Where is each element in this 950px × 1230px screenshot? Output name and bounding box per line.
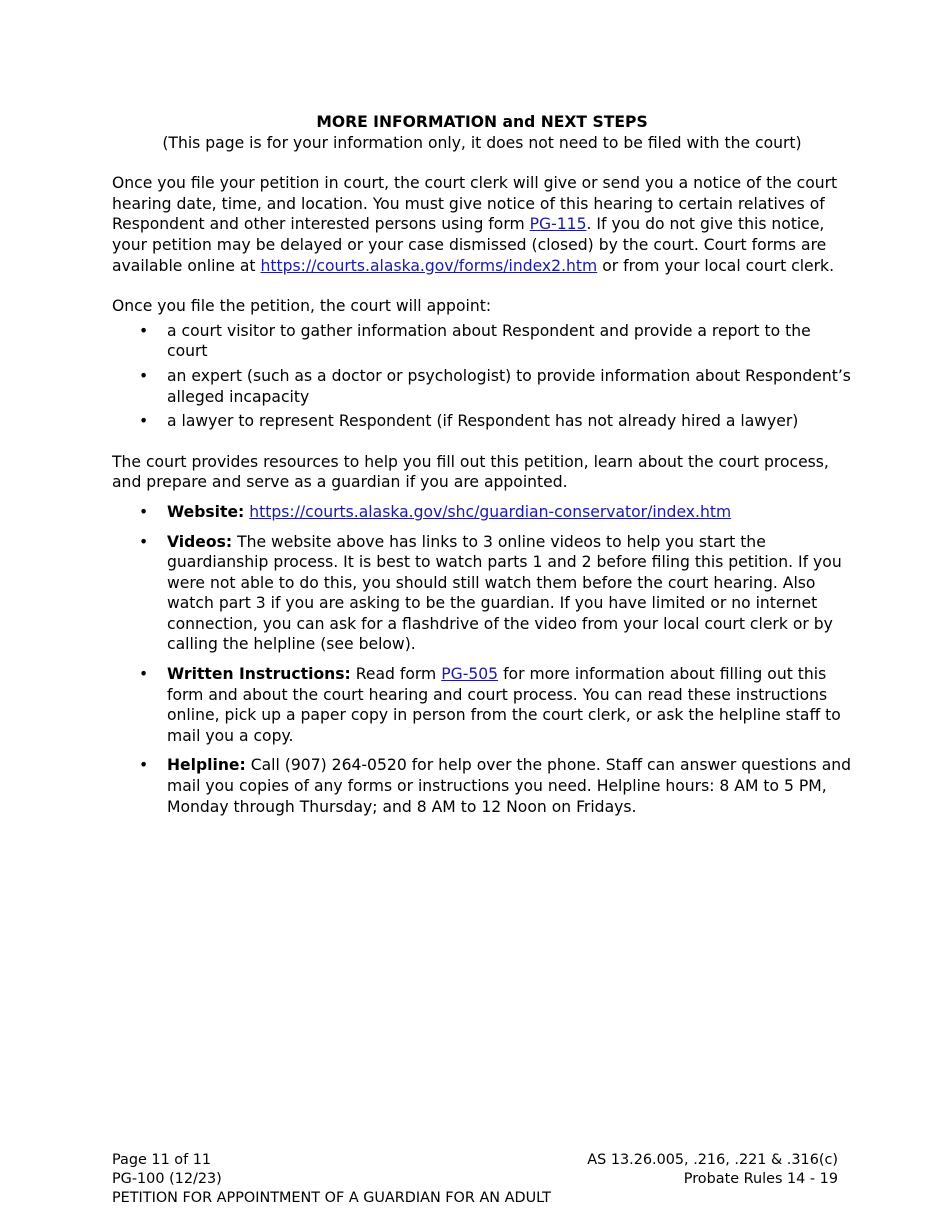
form-number: PG-100 (12/23)	[112, 1171, 222, 1187]
appointees-list	[112, 321, 852, 432]
bullet-icon: •	[139, 532, 149, 551]
helpline-text: Call (907) 264-0520 for help over the phone. Staff can answer questions and mail you copies of any forms or instructions you need. Helpline hours: 8 AM to 5 PM, Monday through Thursday; and 8 AM to 12 Noon on Fridays.	[167, 756, 852, 816]
court-forms-link[interactable]: https://courts.alaska.gov/forms/index2.htm	[260, 256, 598, 275]
videos-text: The website above has links to 3 online videos to help you start the guardianship process. It is best to watch parts 1 and 2 before filing this petition. If you were not able to do this, you should still watch them before the court hearing. Also watch part 3 if you are asking to be the guardian. If you have limited or no internet connection, you can ask for a flashdrive of the video from your local court clerk or by calling the helpline (see below).	[167, 532, 842, 654]
appoint-intro: Once you file the petition, the court will appoint:	[112, 297, 492, 316]
pg-505-link[interactable]: PG-505	[441, 665, 499, 684]
pg-115-link[interactable]: PG-115	[529, 215, 587, 234]
bullet-icon: •	[139, 412, 149, 431]
document-page	[112, 108, 852, 817]
notice-text-1: Once you file your petition in court, the court clerk will give or send you a notice of the court hearing date, time, and location. You must give notice of this hearing to certain relatives of Respondent and other interested persons using form	[112, 174, 838, 234]
page-number: Page 11 of 11	[112, 1152, 212, 1168]
notice-text-3: or from your local court clerk.	[597, 256, 835, 275]
helpline-label: Helpline:	[167, 756, 246, 775]
bullet-icon: •	[139, 665, 149, 684]
bullet-icon: •	[139, 756, 149, 775]
statute-reference: AS 13.26.005, .216, .221 & .316(c)	[587, 1152, 838, 1168]
bullet-icon: •	[139, 321, 149, 340]
written-text-2: for more information about filling out this form and about the court hearing and court process. You can read these instructions online, pick up a paper copy in person from the court clerk, or ask the helpline staff to mail you a copy.	[167, 665, 841, 745]
list-item-videos	[112, 532, 852, 656]
list-item-website	[112, 502, 852, 523]
page-subtitle: (This page is for your information only, it does not need to be filed with the court)	[162, 133, 802, 152]
written-text-1: Read form	[350, 665, 442, 684]
notice-paragraph	[112, 173, 852, 276]
form-title: PETITION FOR APPOINTMENT OF A GUARDIAN FOR AN ADULT	[112, 1190, 551, 1206]
videos-label: Videos:	[167, 532, 233, 551]
list-item: • an expert (such as a doctor or psychologist) to provide information about Respondent’s alleged incapacity	[139, 366, 851, 406]
list-item-written	[112, 664, 852, 746]
written-label: Written Instructions:	[167, 665, 351, 684]
probate-rules: Probate Rules 14 - 19	[683, 1171, 838, 1187]
list-item: • a court visitor to gather information about Respondent and provide a report to the court	[139, 321, 811, 361]
website-label: Website:	[167, 502, 245, 521]
list-item-helpline	[112, 755, 852, 817]
list-item: • a lawyer to represent Respondent (if Respondent has not already hired a lawyer)	[139, 412, 799, 431]
bullet-icon: •	[139, 366, 149, 385]
resources-intro: The court provides resources to help you fill out this petition, learn about the court process, and prepare and serve as a guardian if you are appointed.	[112, 452, 829, 492]
bullet-icon: •	[139, 502, 149, 521]
notice-text-2: . If you do not give this notice, your petition may be delayed or your case dismissed (closed) by the court. Court forms are available online at	[112, 215, 827, 275]
resources-list	[112, 502, 852, 817]
website-link[interactable]: https://courts.alaska.gov/shc/guardian-conservator/index.htm	[249, 502, 732, 521]
page-footer	[112, 1151, 838, 1208]
page-title: MORE INFORMATION and NEXT STEPS	[316, 113, 648, 131]
